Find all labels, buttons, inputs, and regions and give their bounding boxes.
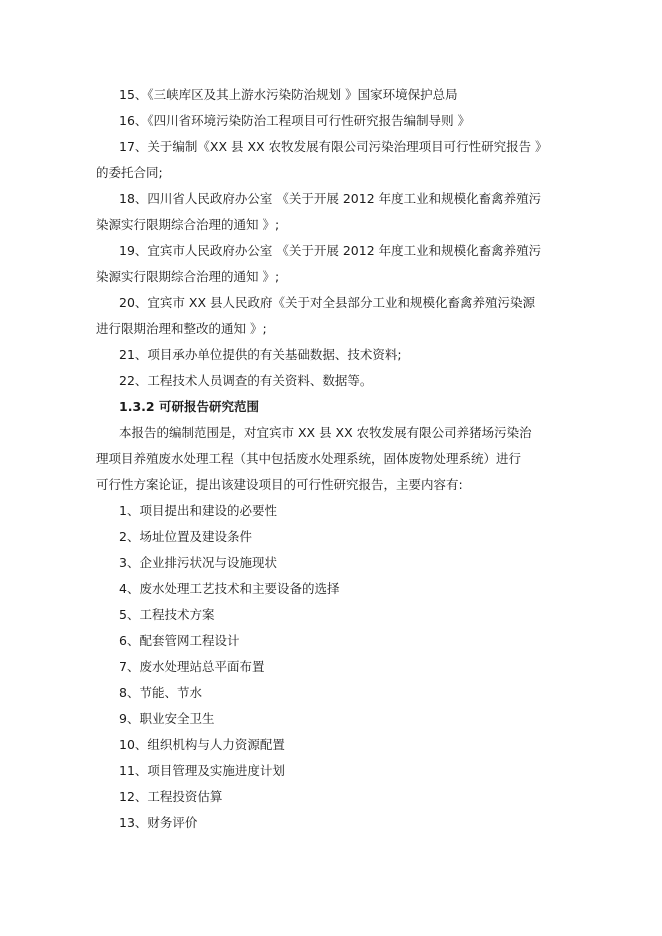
content-item-11: 11、项目管理及实施进度计划 bbox=[119, 763, 285, 778]
reference-18: 18、四川省人民政府办公室 《关于开展 2012 年度工业和规模化畜禽养殖污 bbox=[119, 191, 542, 206]
content-item-13: 13、财务评价 bbox=[119, 815, 198, 830]
reference-19: 19、宜宾市人民政府办公室 《关于开展 2012 年度工业和规模化畜禽养殖污 bbox=[119, 243, 542, 258]
reference-19-cont: 染源实行限期综合治理的通知 》; bbox=[96, 269, 280, 284]
content-item-10: 10、组织机构与人力资源配置 bbox=[119, 737, 285, 752]
scope-paragraph-line-3: 可行性方案论证，提出该建设项目的可行性研究报告，主要内容有: bbox=[96, 477, 463, 492]
content-item-1: 1、项目提出和建设的必要性 bbox=[119, 503, 277, 518]
content-item-4: 4、废水处理工艺技术和主要设备的选择 bbox=[119, 581, 340, 596]
content-item-12: 12、工程投资估算 bbox=[119, 789, 223, 804]
reference-15: 15、《三峡库区及其上游水污染防治规划 》国家环境保护总局 bbox=[119, 87, 458, 102]
section-heading: 1.3.2 可研报告研究范围 bbox=[119, 399, 259, 414]
reference-22: 22、工程技术人员调查的有关资料、数据等。 bbox=[119, 373, 373, 388]
content-item-5: 5、工程技术方案 bbox=[119, 607, 215, 622]
reference-21: 21、项目承办单位提供的有关基础数据、技术资料; bbox=[119, 347, 402, 362]
reference-16: 16、《四川省环境污染防治工程项目可行性研究报告编制导则 》 bbox=[119, 113, 471, 128]
scope-paragraph-line-1: 本报告的编制范围是，对宜宾市 XX 县 XX 农牧发展有限公司养猪场污染治 bbox=[119, 425, 532, 440]
reference-20: 20、宜宾市 XX 县人民政府《关于对全县部分工业和规模化畜禽养殖污染源 bbox=[119, 295, 535, 310]
reference-20-cont: 进行限期治理和整改的通知 》; bbox=[96, 321, 267, 336]
scope-paragraph-line-2: 理项目养殖废水处理工程（其中包括废水处理系统，固体废物处理系统）进行 bbox=[96, 451, 522, 466]
reference-18-cont: 染源实行限期综合治理的通知 》; bbox=[96, 217, 280, 232]
content-item-9: 9、职业安全卫生 bbox=[119, 711, 215, 726]
content-item-3: 3、企业排污状况与设施现状 bbox=[119, 555, 277, 570]
reference-17-cont: 的委托合同; bbox=[96, 165, 163, 180]
content-item-2: 2、场址位置及建设条件 bbox=[119, 529, 252, 544]
content-item-6: 6、配套管网工程设计 bbox=[119, 633, 240, 648]
content-item-8: 8、节能、节水 bbox=[119, 685, 202, 700]
reference-17: 17、关于编制《XX 县 XX 农牧发展有限公司污染治理项目可行性研究报告 》 bbox=[119, 139, 548, 154]
content-item-7: 7、废水处理站总平面布置 bbox=[119, 659, 265, 674]
